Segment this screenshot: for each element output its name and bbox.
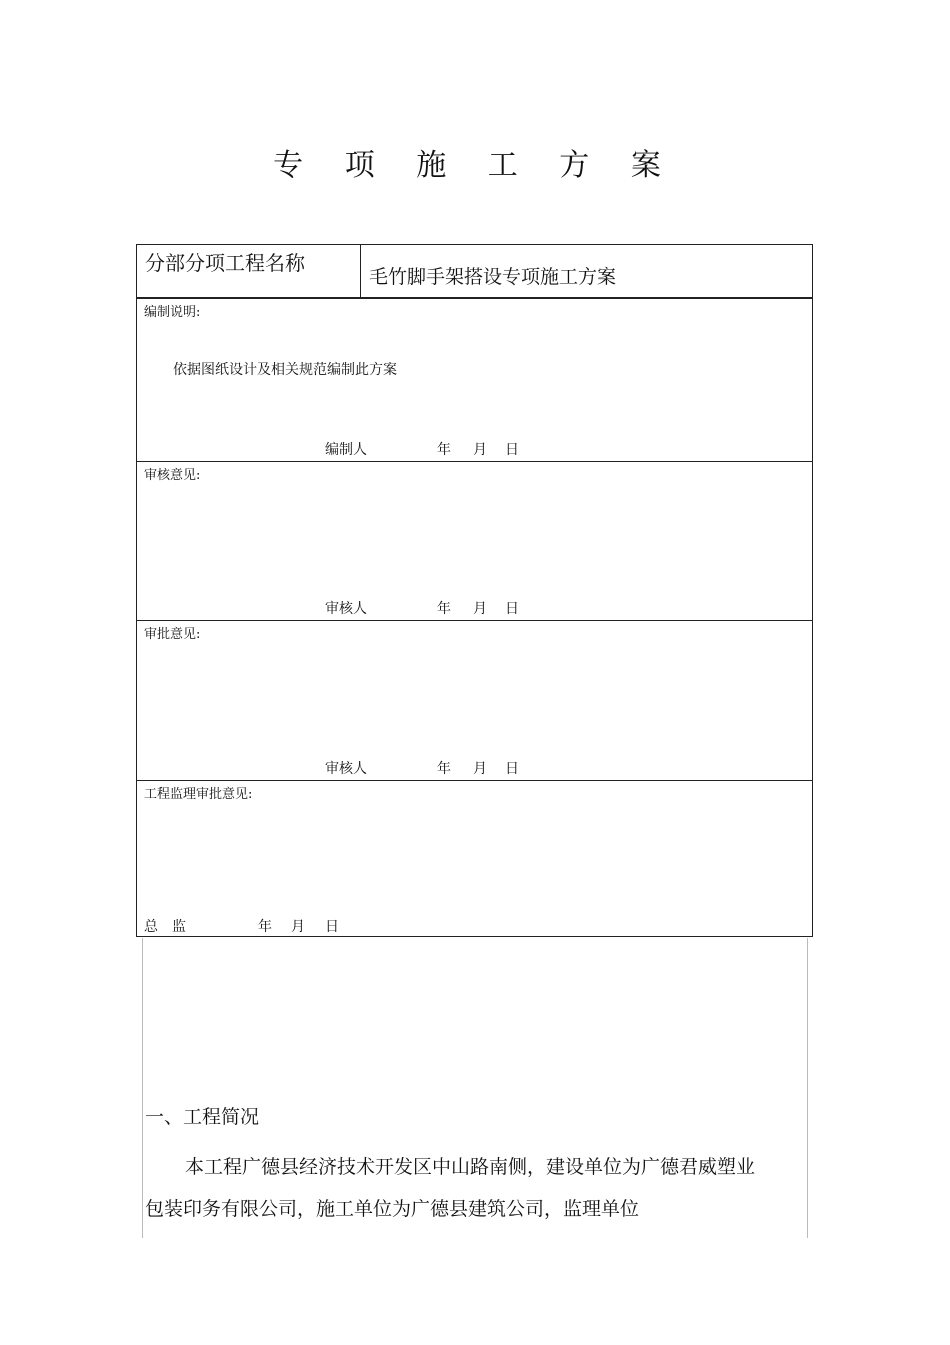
compile-basis-text: 依据图纸设计及相关规范编制此方案 bbox=[173, 362, 397, 378]
month-label: 月 bbox=[473, 601, 487, 617]
approver-label: 审核人 bbox=[325, 761, 367, 777]
project-name-label: 分部分项工程名称 bbox=[137, 245, 361, 297]
compiler-label: 编制人 bbox=[325, 442, 367, 458]
year-label: 年 bbox=[258, 919, 272, 935]
page-frame-right-line bbox=[807, 938, 808, 1238]
project-name-value: 毛竹脚手架搭设专项施工方案 bbox=[369, 266, 617, 288]
chief-supervisor-label: 总监 bbox=[144, 919, 200, 935]
supervision-label: 工程监理审批意见: bbox=[144, 787, 253, 802]
month-label: 月 bbox=[291, 919, 305, 935]
project-name-row bbox=[137, 245, 812, 298]
review-label: 审核意见: bbox=[144, 468, 201, 483]
review-section bbox=[137, 461, 812, 620]
document-title: 专 项 施 工 方 案 bbox=[273, 148, 677, 183]
month-label: 月 bbox=[473, 442, 487, 458]
section-paragraph bbox=[145, 1146, 765, 1230]
year-label: 年 bbox=[437, 442, 451, 458]
reviewer-label: 审核人 bbox=[325, 601, 367, 617]
approval-form-table bbox=[136, 244, 813, 937]
compile-section bbox=[137, 298, 812, 461]
paragraph-text: 本工程广德县经济技术开发区中山路南侧，建设单位为广德君威塑业包装印务有限公司，施工单位为广德县建筑公司，监理单位 bbox=[145, 1156, 756, 1220]
day-label: 日 bbox=[505, 761, 519, 777]
supervision-section bbox=[137, 780, 812, 938]
page-frame-left-line bbox=[142, 938, 143, 1238]
day-label: 日 bbox=[325, 919, 339, 935]
approval-section bbox=[137, 620, 812, 780]
compile-label: 编制说明: bbox=[144, 305, 201, 320]
day-label: 日 bbox=[505, 601, 519, 617]
year-label: 年 bbox=[437, 761, 451, 777]
month-label: 月 bbox=[473, 761, 487, 777]
approval-label: 审批意见: bbox=[144, 627, 201, 642]
year-label: 年 bbox=[437, 601, 451, 617]
day-label: 日 bbox=[505, 442, 519, 458]
section-heading: 一、工程简况 bbox=[145, 1106, 260, 1128]
